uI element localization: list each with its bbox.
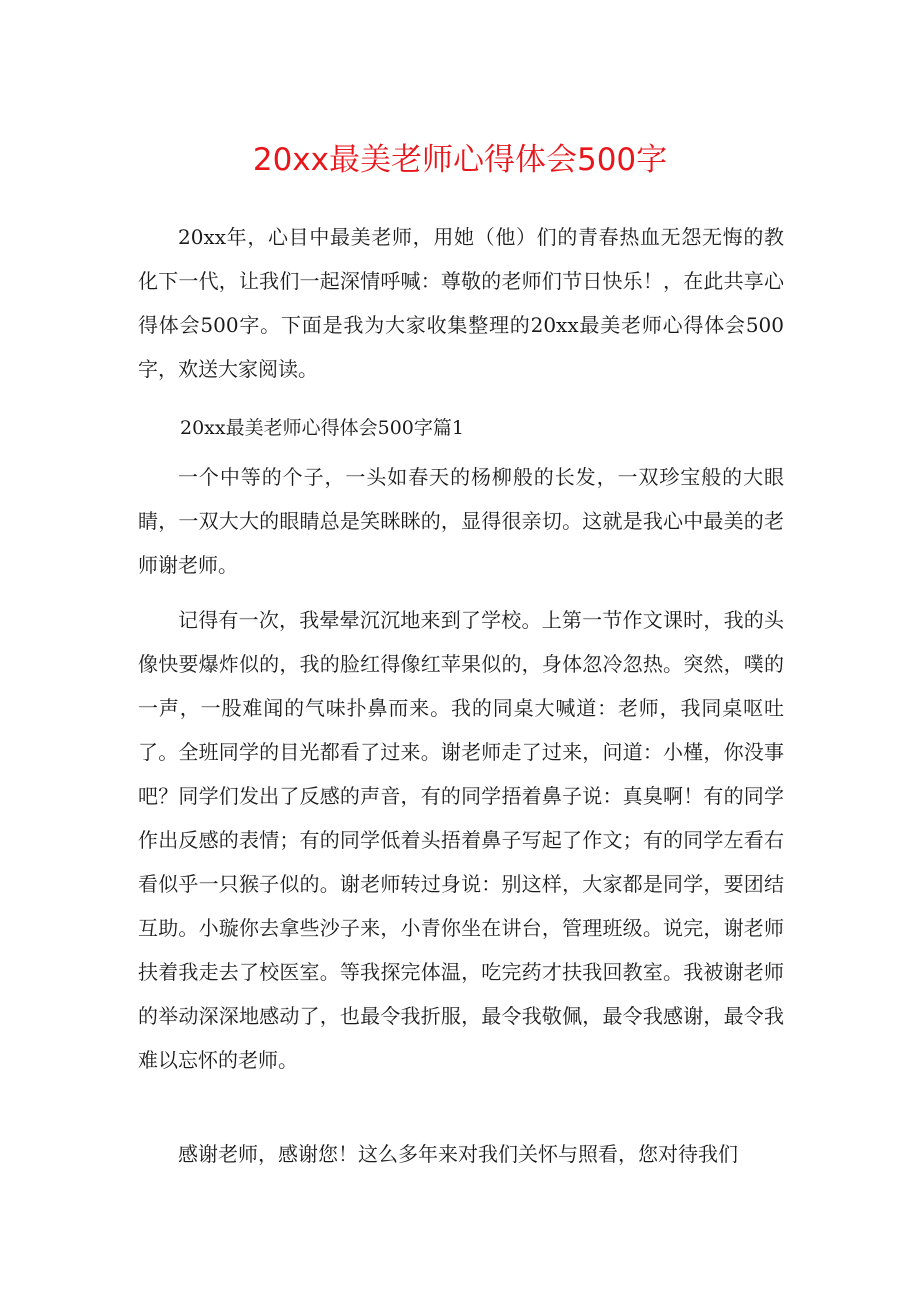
intro-paragraph: 20xx年，心目中最美老师，用她（他）们的青春热血无怨无悔的教化下一代，让我们一起深情呼喊：尊敬的老师们节日快乐！，在此共享心得体会500字。下面是我为大家收集整理的20xx最美老师心得体会500字，欢送大家阅读。 [138, 225, 784, 381]
section-heading: 20xx最美老师心得体会500字篇1 [180, 417, 464, 439]
body-paragraph-3: 感谢老师，感谢您！这么多年来对我们关怀与照看，您对待我们 [178, 1142, 738, 1166]
body-paragraph-1: 一个中等的个子，一头如春天的杨柳般的长发，一双珍宝般的大眼睛，一双大大的眼睛总是笑眯眯的，显得很亲切。这就是我心中最美的老师谢老师。 [138, 465, 784, 577]
page-title: 20xx最美老师心得体会500字 [252, 142, 668, 178]
body-paragraph-2: 记得有一次，我晕晕沉沉地来到了学校。上第一节作文课时，我的头像快要爆炸似的，我的脸红得像红苹果似的，身体忽冷忽热。突然，噗的一声，一股难闻的气味扑鼻而来。我的同桌大喊道：老师，我同桌呕吐了。全班同学的目光都看了过来。谢老师走了过来，问道：小槿，你没事吧？同学们发出了反感的声音，有的同学捂着鼻子说：真臭啊！有的同学作出反感的表情；有的同学低着头捂着鼻子写起了作文；有的同学左看右看似乎一只猴子似的。谢老师转过身说：别这样，大家都是同学，要团结互助。小璇你去拿些沙子来，小青你坐在讲台，管理班级。说完，谢老师扶着我走去了校医室。等我探完体温，吃完药才扶我回教室。我被谢老师的举动深深地感动了，也最令我折服，最令我敬佩，最令我感谢，最令我难以忘怀的老师。 [138, 608, 784, 1072]
